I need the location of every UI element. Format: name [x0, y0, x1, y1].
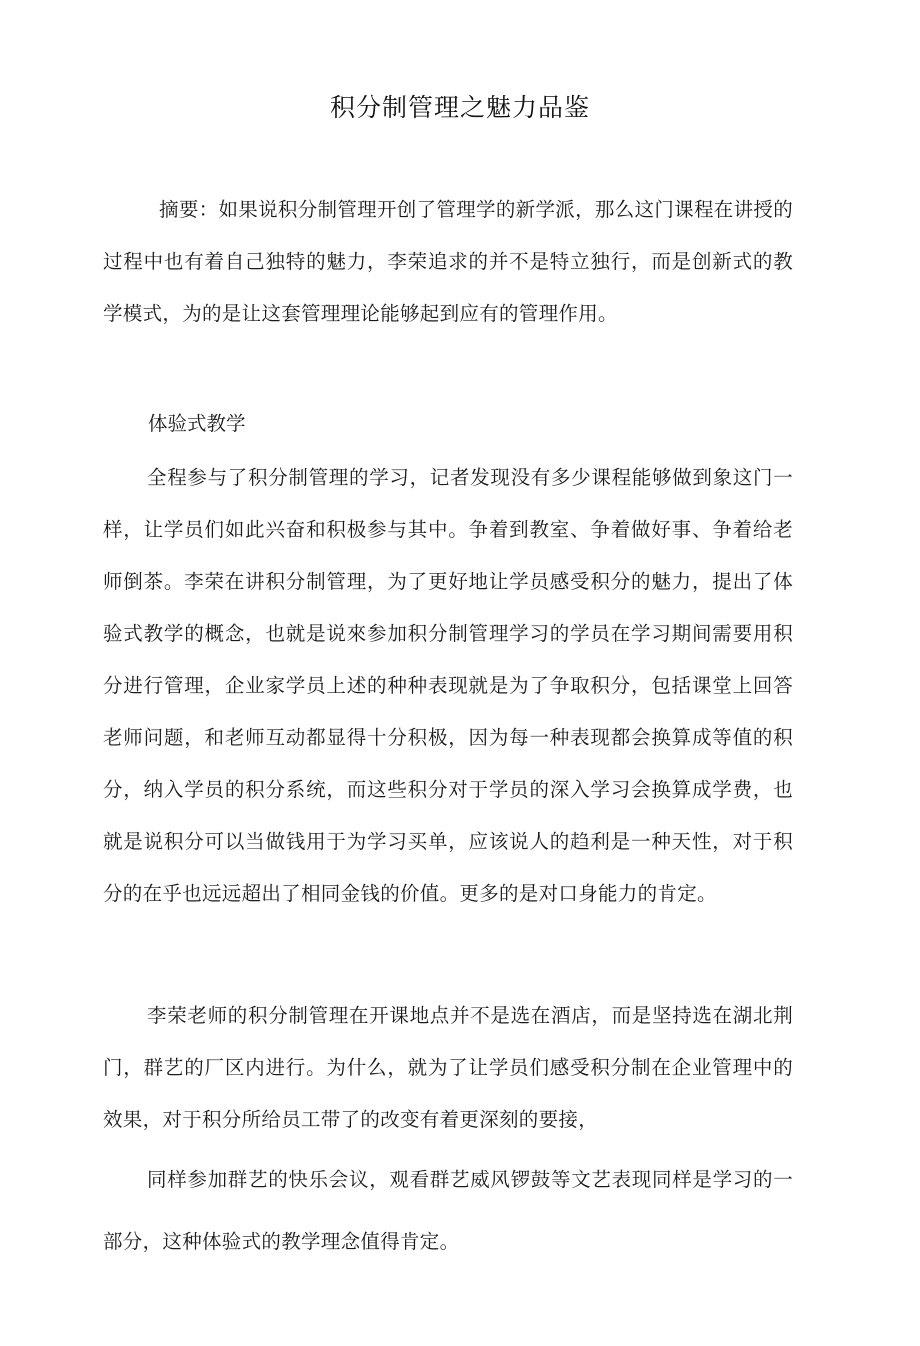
- section-heading: 体验式教学: [148, 412, 246, 435]
- document-title: 积分制管理之魅力品鉴: [329, 93, 590, 122]
- abstract-paragraph: 摘要：如果说积分制管理开创了管理学的新学派，那么这门课程在讲授的过程中也有着自己独特的魅力，李荣追求的并不是特立独行，而是创新式的教学模式，为的是让这套管理理论能够起到应有的管理作用。: [103, 198, 793, 325]
- body-paragraph-3: 同样参加群艺的快乐会议，观看群艺威风锣鼓等文艺表现同样是学习的一部分，这种体验式的教学理念值得肯定。: [103, 1168, 793, 1253]
- body-paragraph-2: 李荣老师的积分制管理在开课地点并不是选在酒店，而是坚持选在湖北荆门，群艺的厂区内进行。为什么，就为了让学员们感受积分制在企业管理中的效果，对于积分所给员工带了的改变有着更深刻的要接，: [103, 1004, 793, 1131]
- body-paragraph-1: 全程参与了积分制管理的学习，记者发现没有多少课程能够做到象这门一样，让学员们如此兴奋和积极参与其中。争着到教室、争着做好事、争着给老师倒茶。李荣在讲积分制管理，为了更好地让学员感受积分的魅力，提出了体验式教学的概念，也就是说來参加积分制管理学习的学员在学习期间需要用积分进行管理，企业家学员上述的种种表现就是为了争取积分，包括课堂上回答老师问题，和老师互动都显得十分积极，因为每一种表现都会换算成等值的积分，纳入学员的积分系统，而这些积分对于学员的深入学习会换算成学费，也就是说积分可以当做钱用于为学习买单，应该说人的趋利是一种天性，对于积分的在乎也远远超出了相同金钱的价值。更多的是对口身能力的肯定。: [103, 466, 793, 905]
